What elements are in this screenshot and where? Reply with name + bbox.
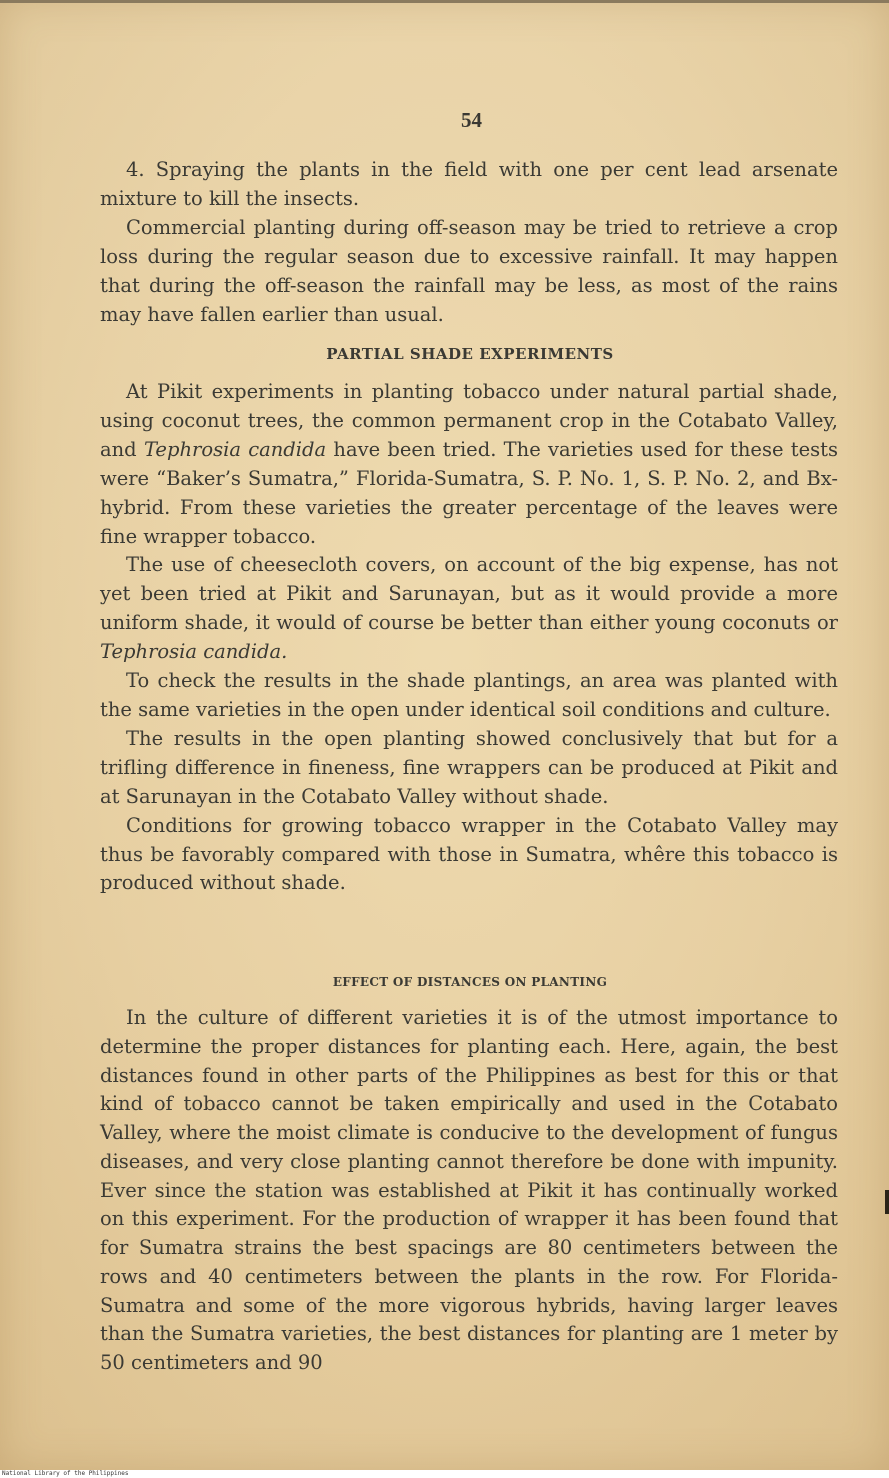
species-name: Tephrosia candida [143,437,327,461]
text-run: At Pikit experiments in planting tobacco under natural partial shade, using coconut trees, the common permanent crop in the Cotabato Valley, and [100,380,838,461]
paragraph-check-results: To check the results in the shade plantings, an area was planted with the same varieties in the open under identical soil conditions and culture. [100,669,838,721]
footer-credit: National Library of the Philippines [0,1470,889,1478]
paragraph-conditions: Conditions for growing tobacco wrapper in the Cotabato Valley may thus be favorably compared with those in Sumatra, whêre this tobacco is produced without shade. [100,813,838,895]
paragraph-distances: In the culture of different varieties it is of the utmost importance to determine the proper distances for planting each. Here, again, the best distances found in other parts of the Philippines as best for this or that kind of tobacco cannot be taken empirically and used in the Cotabato Valley, where the moist climate is conducive to the development of fungus diseases, and very close planting cannot therefore be done with impunity. Ever since the station was established at Pikit it has continually worked on this experiment. For the production of wrapper it has been found that for Sumatra strains the best spacings are 80 centimeters between the rows and 40 centimeters between the plants in the row. For Florida-Sumatra and some of the more vigorous hybrids, having larger leaves than the Sumatra varieties, the best distances for planting are 1 meter by 50 centimeters and 90 [100,1006,838,1374]
page-number: 54 [461,108,482,132]
text-run: have been tried. The varieties used for these tests were “Baker’s Sumatra,” Florida-Sumatra, S. P. No. 1, S. P. No. 2, and Bx-hybrid. From these varieties the greater percentage of the leaves were fine wrapper tobacco. [100,437,838,548]
text-run: The use of cheesecloth covers, on account of the big expense, has not yet been tried at Pikit and Sarunayan, but as it would provide a more uniform shade, it would of course be better than either young coconuts or [100,553,838,635]
paragraph-cheesecloth [100,551,838,667]
page-top-edge [0,0,889,3]
text-block-intro [100,156,838,329]
paragraph-spraying: 4. Spraying the plants in the field with one per cent lead arsenate mixture to kill the insects. [100,158,838,210]
paragraph-off-season: Commercial planting during off-season may be tried to retrieve a crop loss during the regular season due to excessive rainfall. It may happen that during the off-season the rainfall may be less, as most of the rains may have fallen earlier than usual. [100,215,838,326]
page-edge-mark [885,1190,889,1214]
section-heading-distances: EFFECT OF DISTANCES ON PLANTING [332,975,608,989]
text-block-distances [100,1004,838,1378]
text-block-partial-shade [100,378,838,898]
section-heading-partial-shade: PARTIAL SHADE EXPERIMENTS [326,345,614,363]
paragraph-open-planting: The results in the open planting showed conclusively that but for a trifling difference in fineness, fine wrappers can be produced at Pikit and at Sarunayan in the Cotabato Valley without shade. [100,726,838,808]
species-name: Tephrosia candida. [100,640,288,664]
paragraph-pikit-experiments [100,378,838,551]
